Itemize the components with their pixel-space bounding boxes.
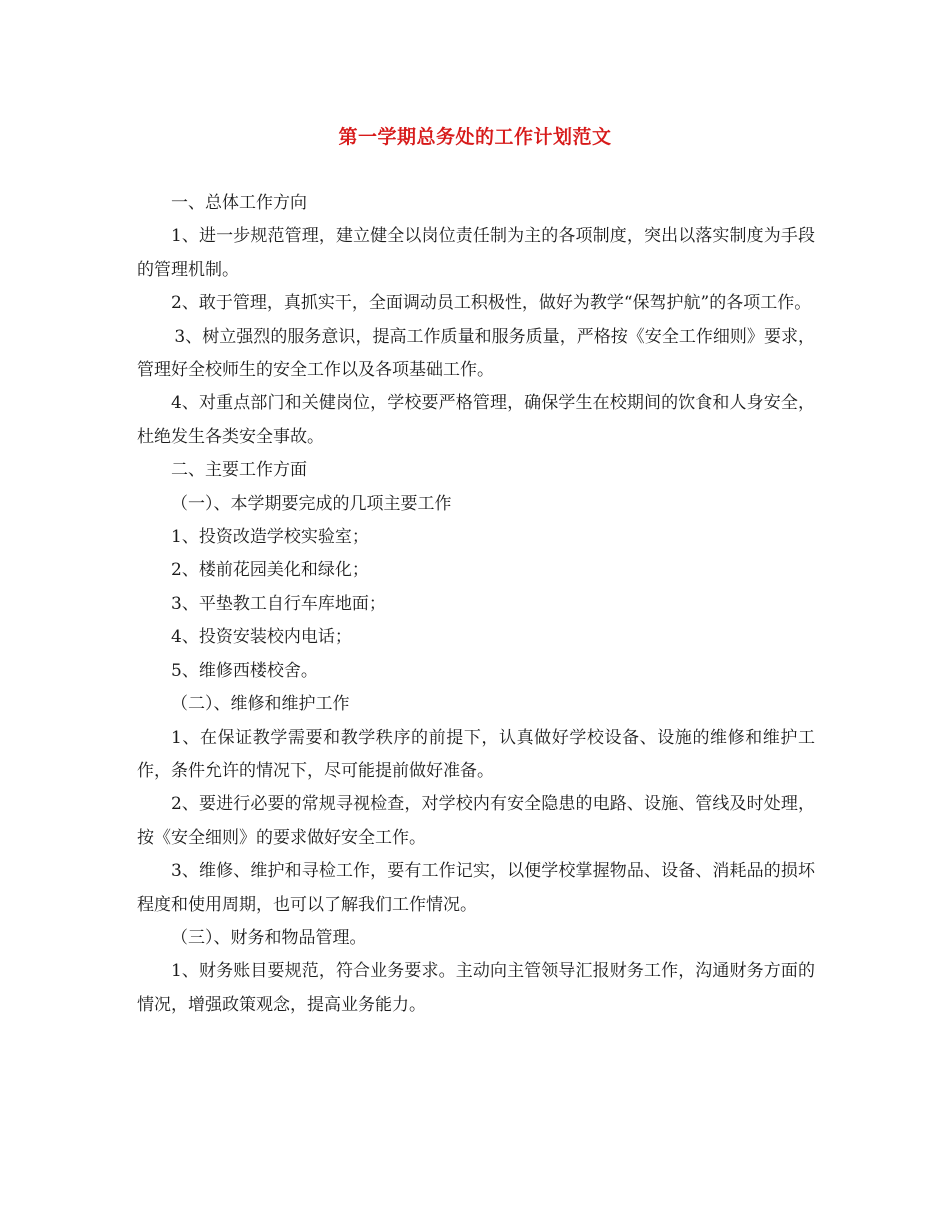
paragraph: 4、对重点部门和关健岗位，学校要严格管理，确保学生在校期间的饮食和人身安全，杜绝发生各类安全事故。 bbox=[137, 393, 815, 447]
subheading: （一）、本学期要完成的几项主要工作 bbox=[171, 493, 452, 514]
paragraph: 2、敢于管理，真抓实干，全面调动员工积极性，做好为教学“保驾护航”的各项工作。 bbox=[171, 293, 812, 314]
paragraph: 1、进一步规范管理，建立健全以岗位责任制为主的各项制度，突出以落实制度为手段的管理机制。 bbox=[137, 226, 815, 280]
list-item: 1、投资改造学校实验室； bbox=[171, 527, 369, 548]
heading-main-work: 二、主要工作方面 bbox=[171, 460, 307, 481]
document-body bbox=[137, 187, 815, 1022]
list-item: 2、楼前花园美化和绿化； bbox=[171, 560, 369, 581]
subheading: （三）、财务和物品管理。 bbox=[171, 927, 367, 948]
paragraph: 2、要进行必要的常规寻视检查，对学校内有安全隐患的电路、设施、管线及时处理，按《安全细则》的要求做好安全工作。 bbox=[137, 794, 815, 848]
document-title: 第一学期总务处的工作计划范文 bbox=[338, 126, 612, 148]
paragraph: 3、树立强烈的服务意识，提高工作质量和服务质量，严格按《安全工作细则》要求，管理好全校师生的安全工作以及各项基础工作。 bbox=[137, 326, 815, 381]
paragraph: 3、维修、维护和寻检工作，要有工作记实，以便学校掌握物品、设备、消耗品的损坏程度和使用周期，也可以了解我们工作情况。 bbox=[137, 861, 815, 915]
paragraph: 1、在保证教学需要和教学秩序的前提下，认真做好学校设备、设施的维修和维护工作，条件允许的情况下，尽可能提前做好准备。 bbox=[137, 727, 815, 781]
list-item: 3、平垫教工自行车库地面； bbox=[171, 593, 386, 614]
heading-overall-direction: 一、总体工作方向 bbox=[171, 193, 307, 213]
paragraph: 1、财务账目要规范，符合业务要求。主动向主管领导汇报财务工作，沟通财务方面的情况，增强政策观念，提高业务能力。 bbox=[137, 961, 815, 1015]
list-item: 5、维修西楼校舍。 bbox=[171, 660, 318, 681]
subheading: （二）、维修和维护工作 bbox=[171, 694, 350, 715]
list-item: 4、投资安装校内电话； bbox=[171, 627, 352, 648]
